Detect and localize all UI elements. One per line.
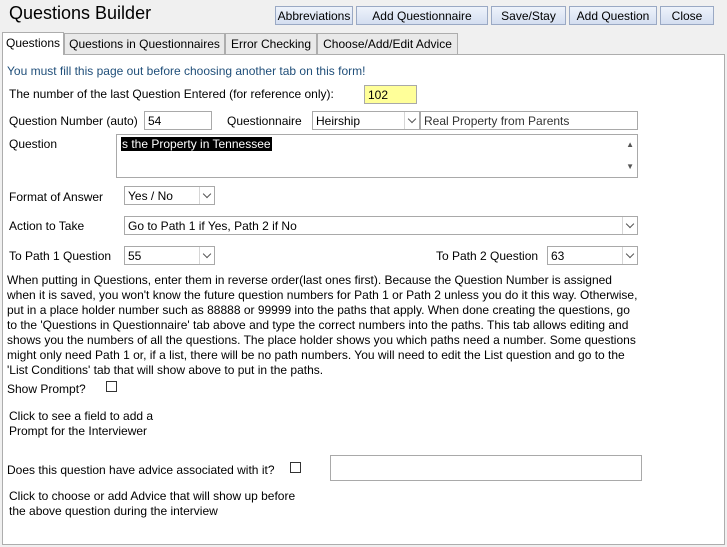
notice-text: You must fill this page out before choosing another tab on this form! [7,64,366,78]
abbreviations-button[interactable]: Abbreviations [275,6,353,25]
scroll-up-icon[interactable]: ▲ [626,140,634,149]
scroll-down-icon[interactable]: ▼ [626,162,634,171]
chevron-down-icon[interactable] [622,247,637,264]
path1-select-value: 55 [128,249,142,263]
save-stay-button[interactable]: Save/Stay [491,6,566,25]
advice-label: Does this question have advice associated with it? [7,463,275,477]
close-button[interactable]: Close [660,6,714,25]
path2-select-value: 63 [551,249,565,263]
action-select[interactable] [124,216,638,235]
advice-hint-line1: Click to choose or add Advice that will show up before [9,489,296,503]
chevron-down-icon[interactable] [199,247,214,264]
format-label: Format of Answer [9,190,104,204]
action-select-value: Go to Path 1 if Yes, Path 2 if No [128,219,297,233]
prompt-hint-line2: Prompt for the Interviewer [9,424,148,438]
window-title: Questions Builder [9,3,152,23]
tab-questions-in-questionnaires[interactable]: Questions in Questionnaires [64,33,225,54]
advice-hint-line2: the above question during the interview [9,504,218,518]
advice-field[interactable] [330,455,642,481]
question-label: Question [9,137,58,151]
prompt-hint-line1: Click to see a field to add a [9,409,154,423]
path2-label: To Path 2 Question [436,249,539,263]
path1-label: To Path 1 Question [9,249,112,263]
questionnaire-select[interactable] [312,111,420,130]
add-questionnaire-button[interactable]: Add Questionnaire [356,6,488,25]
chevron-down-icon[interactable] [622,217,637,234]
last-question-field: 102 [364,85,417,104]
questionnaire-description: Real Property from Parents [420,111,638,130]
tab-questions[interactable]: Questions [2,32,64,55]
instructions-text: When putting in Questions, enter them in reverse order(last ones first). Because the Question Number is assigned when it is saved, you won't know the future question numbers for Path 1 or Path 2 unless you do it this way. Otherwise, put in a place holder number such as 88888 or 99999 into the paths that apply. When done creating the questions, go to the 'Questions in Questionnaire' tab above and type the correct numbers into the paths. This tab allows editing and shows you the numbers of all the questions. The place holder shows you which paths need a number. Some questions might only need Path 1 or, if a list, there will be no path numbers. You will need to edit the List question and go to the 'List Conditions' tab that will show above to put in the paths. [7,273,638,377]
path1-select[interactable] [124,246,215,265]
question-number-field: 54 [144,111,212,130]
questionnaire-label: Questionnaire [227,114,302,128]
last-question-label: The number of the last Question Entered (for reference only): [9,87,334,101]
format-select-value: Yes / No [128,189,173,203]
question-text: s the Property in Tennessee [122,137,271,151]
question-textarea[interactable] [116,134,638,178]
advice-checkbox[interactable] [290,462,301,473]
chevron-down-icon[interactable] [404,112,419,129]
questionnaire-select-value: Heirship [316,114,361,128]
question-number-label: Question Number (auto) [9,114,138,128]
show-prompt-label: Show Prompt? [7,382,86,396]
path2-select[interactable] [547,246,638,265]
show-prompt-checkbox[interactable] [106,381,117,392]
chevron-down-icon[interactable] [199,187,214,204]
action-label: Action to Take [9,219,85,233]
tab-choose-add-edit-advice[interactable]: Choose/Add/Edit Advice [317,33,458,54]
tab-error-checking[interactable]: Error Checking [225,33,317,54]
add-question-button[interactable]: Add Question [569,6,657,25]
format-select[interactable] [124,186,215,205]
